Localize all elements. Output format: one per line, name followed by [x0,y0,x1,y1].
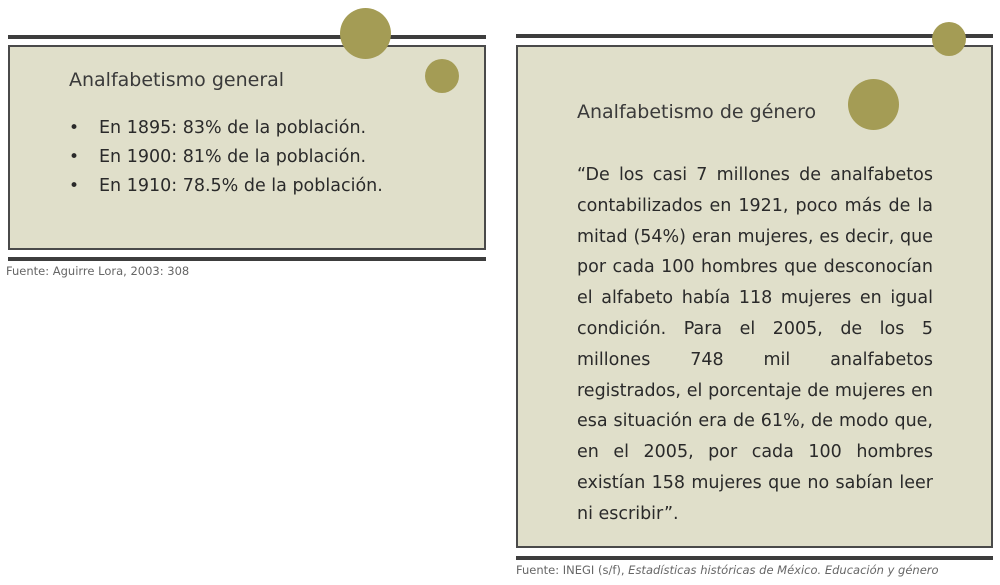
left-bottom-rule [8,257,486,261]
list-item [69,114,383,143]
left-top-rule [8,35,486,39]
list-item [69,172,383,201]
mid-olive-circle [848,79,899,130]
bullet-icon: • [69,147,80,167]
right-source-prefix: Fuente: INEGI (s/f), [516,563,629,577]
right-source-title: Estadísticas históricas de México. Educación y género [628,563,939,577]
left-source-note: Fuente: Aguirre Lora, 2003: 308 [6,264,190,278]
bullet-icon: • [69,176,80,196]
large-olive-circle [340,8,391,59]
illiteracy-facts-list [69,114,383,201]
top-right-olive-circle [932,22,966,56]
left-panel-title: Analfabetismo general [69,69,285,91]
gender-illiteracy-quote: “De los casi 7 millones de analfabetos contabilizados en 1921, poco más de la mitad (54%) eran mujeres, es decir, que por cada 100 hombres que desconocían el alfabeto había 118 mujeres en igual condición. Para el 2005, de los 5 millones 748 mil analfabetos registrados, el porcentaje de mujeres en esa situación era de 61%, de modo que, en el 2005, por cada 100 hombres existían 158 mujeres que no sabían leer ni escribir”. [577,165,933,524]
list-item-text: En 1910: 78.5% de la población. [99,176,383,196]
list-item-text: En 1895: 83% de la población. [99,118,367,138]
right-source-note [516,563,939,577]
list-item [69,143,383,172]
right-top-rule [516,34,993,38]
right-panel-title: Analfabetismo de género [577,101,817,123]
small-olive-circle [425,59,459,93]
bullet-icon: • [69,118,80,138]
right-bottom-rule [516,556,993,560]
list-item-text: En 1900: 81% de la población. [99,147,367,167]
